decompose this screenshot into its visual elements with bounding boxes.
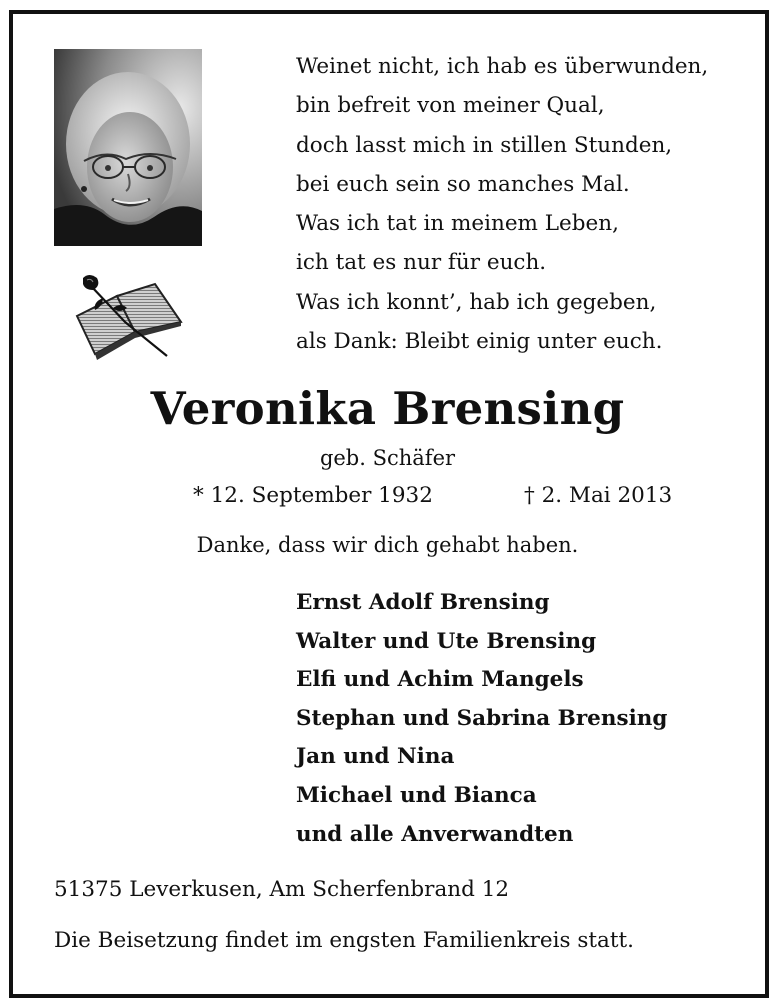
poem-line: bin befreit von meiner Qual, xyxy=(296,93,605,119)
poem-line: doch lasst mich in stillen Stunden, xyxy=(296,132,673,158)
poem-line: ich tat es nur für euch. xyxy=(296,250,547,276)
thanks-line: Danke, dass wir dich gehabt haben. xyxy=(196,533,579,557)
portrait-photo xyxy=(54,49,202,246)
deceased-name: Veronika Brensing xyxy=(150,382,625,435)
mourner-name: Ernst Adolf Brensing xyxy=(296,590,550,615)
rose-on-book-icon xyxy=(73,272,185,364)
address: 51375 Leverkusen, Am Scherfenbrand 12 xyxy=(54,877,510,902)
mourners-list xyxy=(296,584,667,854)
mourner-name: und alle Anverwandten xyxy=(296,821,574,847)
mourner-name: Jan und Nina xyxy=(296,744,455,770)
poem-line: bei euch sein so manches Mal. xyxy=(296,171,630,197)
birth-name: geb. Schäfer xyxy=(319,446,456,470)
mourner-name: Walter und Ute Brensing xyxy=(296,628,597,654)
rose-on-book-graphic xyxy=(73,272,185,364)
birth-date: * 12. September 1932 xyxy=(193,483,433,508)
death-date: † 2. Mai 2013 xyxy=(524,483,673,508)
mourner-name: Michael und Bianca xyxy=(296,782,537,808)
poem-line: Was ich konnt’, hab ich gegeben, xyxy=(296,289,657,315)
burial-note: Die Beisetzung findet im engsten Familienkreis statt. xyxy=(54,928,634,953)
mourner-name: Elfi und Achim Mangels xyxy=(296,667,584,693)
mourner-name: Stephan und Sabrina Brensing xyxy=(296,705,668,731)
poem-line: als Dank: Bleibt einig unter euch. xyxy=(296,329,663,355)
poem xyxy=(296,47,708,361)
portrait-photo-graphic xyxy=(54,49,202,246)
poem-line: Weinet nicht, ich hab es überwunden, xyxy=(296,54,709,79)
poem-line: Was ich tat in meinem Leben, xyxy=(296,211,619,237)
